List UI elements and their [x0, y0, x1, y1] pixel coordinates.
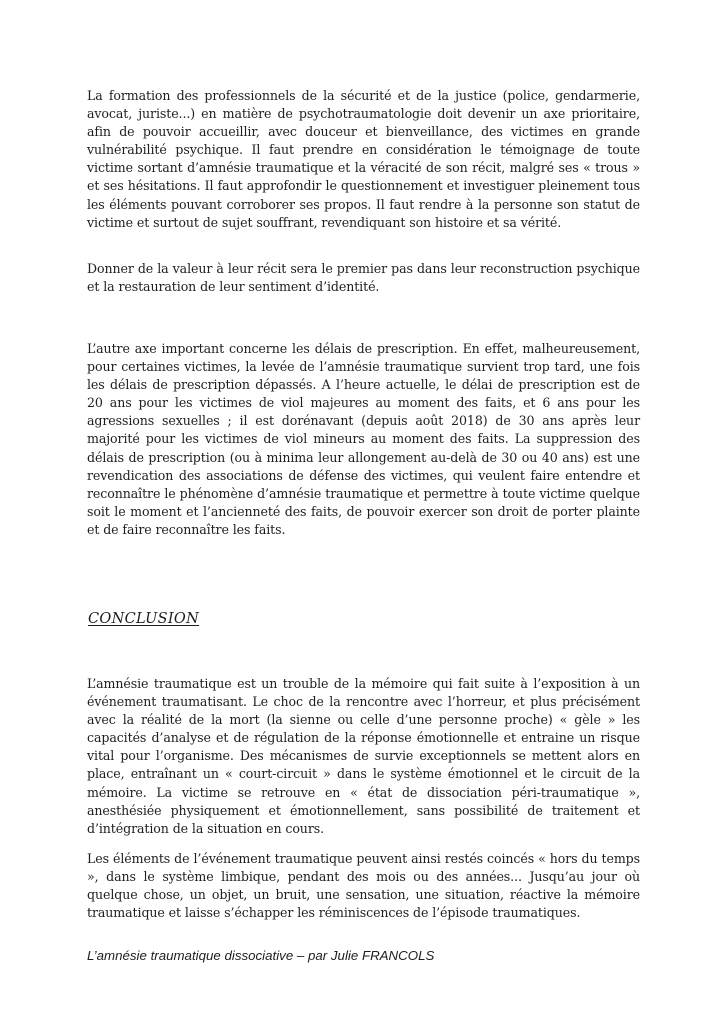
paragraph-text: L’amnésie traumatique est un trouble de la mémoire qui fait suite à l’exposition à un événement traumatisant. Le choc de la rencontre avec l’horreur, et plus précisément avec la réalité de la mort (la sienne ou celle d’une personne proche) « gèle » les capacités d’analyse et de régulation de la réponse émotionnelle et entraine un risque vital pour l’organisme. Des mécanismes de survie exceptionnels se mettent alors en place, entraînant un « court-circuit » dans le système émotionnel et le circuit de la mémoire. La victime se retrouve en « état de dissociation péri-traumatique », anesthésiée physiquement et émotionnellement, sans possibilité de traitement et d’intégration de la situation en cours.	[87, 676, 640, 836]
page-footer: L’amnésie traumatique dissociative – par Julie FRANCOLS	[87, 948, 435, 963]
paragraph-conclusion-2	[87, 850, 640, 922]
paragraph-text: Les éléments de l’événement traumatique peuvent ainsi restés coincés « hors du temps », dans le système limbique, pendant des mois ou des années... Jusqu’au jour où quelque chose, un objet, un bruit, une sensation, une situation, réactive la mémoire traumatique et laisse s’échapper les réminiscences de l’épisode traumatiques.	[87, 851, 640, 921]
paragraph-text: La formation des professionnels de la sécurité et de la justice (police, gendarmerie, avocat, juriste...) en matière de psychotraumatologie doit devenir un axe prioritaire, afin de pouvoir accueillir, avec douceur et bienveillance, des victimes en grande vulnérabilité psychique. Il faut prendre en considération le témoignage de toute victime sortant d’amnésie traumatique et la véracité de son récit, malgré ses « trous » et ses hésitations. Il faut approfondir le questionnement et investiguer pleinement tous les éléments pouvant corroborer ses propos. Il faut rendre à la personne son statut de victime et surtout de sujet souffrant, revendiquant son histoire et sa vérité.	[87, 88, 640, 230]
paragraph-conclusion-1	[87, 675, 640, 838]
paragraph-text: Donner de la valeur à leur récit sera le premier pas dans leur reconstruction psychique et la restauration de leur sentiment d’identité.	[87, 261, 640, 295]
paragraph-training-professionals	[87, 87, 640, 232]
conclusion-heading: CONCLUSION	[88, 611, 200, 627]
paragraph-text: L’autre axe important concerne les délais de prescription. En effet, malheureusement, pour certaines victimes, la levée de l’amnésie traumatique survient trop tard, une fois les délais de prescription dépassés. A l’heure actuelle, le délai de prescription est de 20 ans pour les victimes de viol majeures au moment des faits, et 6 ans pour les agressions sexuelles ; il est dorénavant (depuis août 2018) de 30 ans après leur majorité pour les victimes de viol mineurs au moment des faits. La suppression des délais de prescription (ou à minima leur allongement au-delà de 30 ou 40 ans) est une revendication des associations de défense des victimes, qui veulent faire entendre et reconnaître le phénomène d’amnésie traumatique et permettre à toute victime quelque soit le moment et l’ancienneté des faits, de pouvoir exercer son droit de porter plainte et de faire reconnaître les faits.	[87, 341, 640, 537]
paragraph-prescription-delays	[87, 340, 640, 539]
paragraph-value-of-testimony	[87, 260, 640, 296]
